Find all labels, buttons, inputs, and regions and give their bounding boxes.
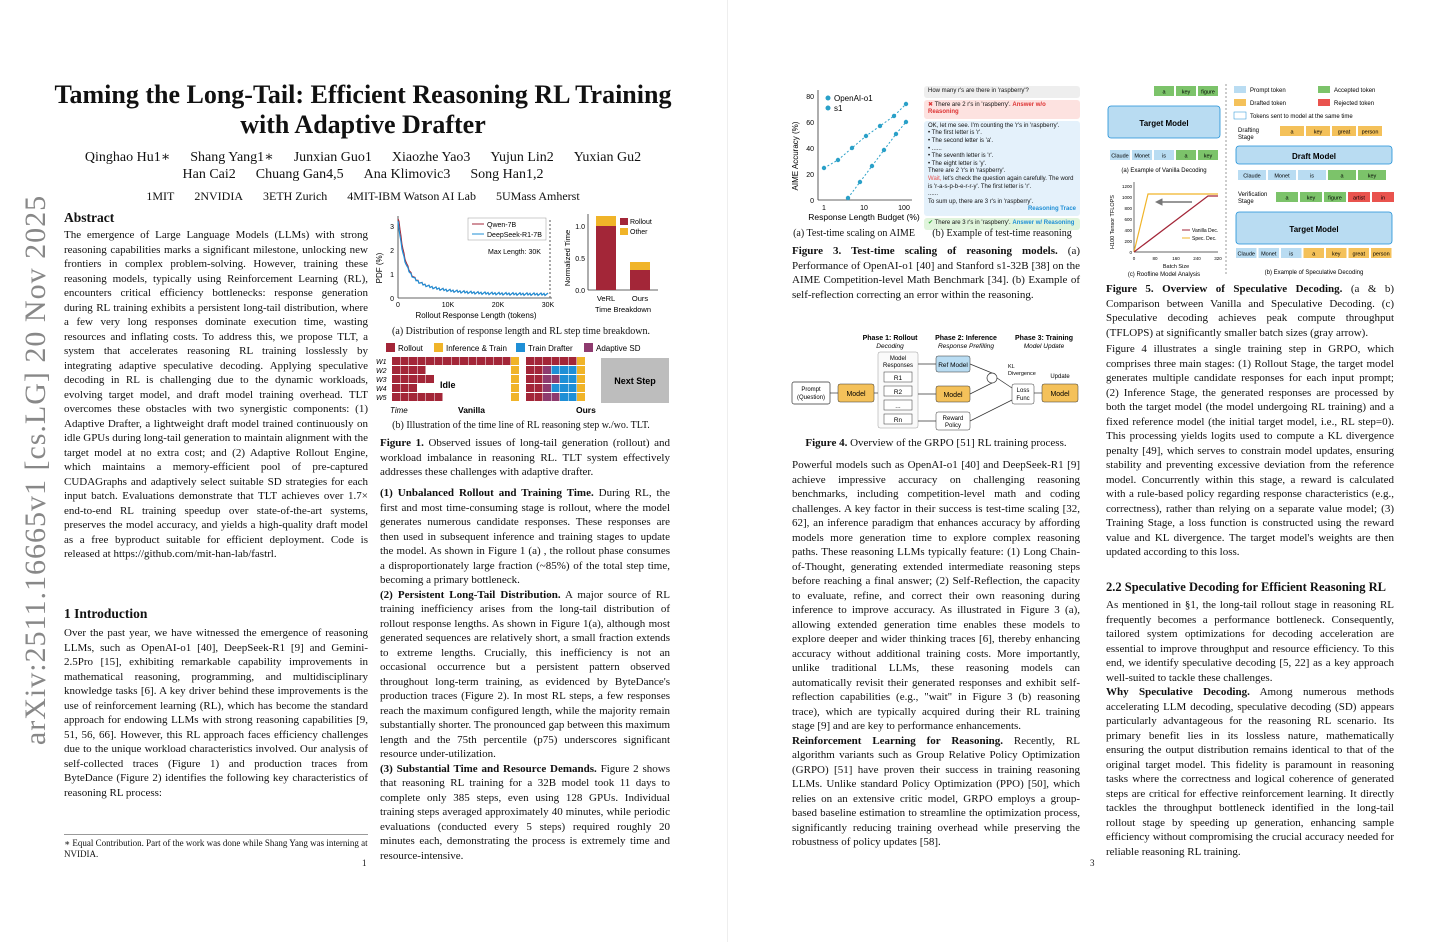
xtick: 100 xyxy=(898,205,910,212)
svg-text:great: great xyxy=(1352,251,1366,258)
svg-text:Accepted token: Accepted token xyxy=(1334,88,1376,94)
svg-text:Response Prefilling: Response Prefilling xyxy=(937,343,995,350)
svg-text:great: great xyxy=(1337,129,1351,136)
ytick: 40 xyxy=(806,146,814,153)
speculative-decoding-text xyxy=(1106,598,1394,859)
svg-text:a: a xyxy=(1340,173,1344,180)
openai-o1-point xyxy=(892,114,896,118)
worker-label: W4 xyxy=(376,386,387,393)
right-answer-bubble: ✔ There are 3 r's in 'raspberry'. Answer w/ Reasoning xyxy=(924,218,1080,230)
verification-stage-label: Verification xyxy=(1238,192,1268,198)
roof-ytick: 1200 xyxy=(1121,184,1132,189)
rollout-cell xyxy=(409,357,417,365)
roof-ytick: 200 xyxy=(1124,239,1132,244)
worker-label: W5 xyxy=(376,395,387,402)
rollout-cell xyxy=(569,357,577,365)
legend-adaptive-sd: Adaptive SD xyxy=(596,344,641,353)
grpo-description: Figure 4 illustrates a single training step in GRPO, which comprises three main stages: (1) Rollout Stage, the target model generates multiple candidate responses for each input prompt; (2) Inference Stage, the generated responses are processed by both the target model (the model undergoing RL training) and a fixed reference model (the initial target model, i.e., RL step=0). This processing yields logits used to compute a KL divergence penalty [49], which serves to constrain model updates, ensuring stability and preventing excessive deviation from the reference model. Concurrently within this stage, a reward is calculated with a rule-based policy regarding response characteristics (e.g., correctness), rather than relying on a separate value model; (3) Training Stage, a loss function is constructed using the reward value and KL divergence. The target model's weights are then updated according to this loss. xyxy=(1106,343,1394,558)
target-model-a: Target Model xyxy=(1139,119,1189,128)
rollout-cell xyxy=(469,357,477,365)
wrong-icon: ✖ xyxy=(928,101,935,108)
prompt-box: Prompt xyxy=(801,387,821,393)
svg-text:is: is xyxy=(1162,153,1166,160)
bar-cat-ours: Ours xyxy=(631,294,649,303)
rollout-cell xyxy=(409,384,417,392)
rollout-cell xyxy=(526,375,534,383)
fig1a-caption: (a) Distribution of response length and RL step time breakdown. xyxy=(392,326,650,337)
train-cell xyxy=(577,357,585,365)
affiliation-list xyxy=(40,189,686,204)
xtick: 10 xyxy=(860,205,868,212)
svg-text:Divergence: Divergence xyxy=(1008,371,1036,377)
max-length-annotation: Max Length: 30K xyxy=(488,249,541,256)
bar-legend-rollout: Rollout xyxy=(630,219,652,226)
bar-ytick: 1.0 xyxy=(575,224,585,231)
svg-text:key: key xyxy=(1181,89,1191,96)
svg-text:artist: artist xyxy=(1353,195,1365,202)
rollout-cell xyxy=(543,393,551,401)
svg-text:Decoding: Decoding xyxy=(876,343,904,350)
svg-text:key: key xyxy=(1203,153,1213,160)
train-cell xyxy=(577,375,585,383)
train-cell xyxy=(577,384,585,392)
author: Yuxian Gu2 xyxy=(573,150,642,165)
s1-point xyxy=(904,120,908,124)
check-icon: ✔ xyxy=(928,219,935,226)
svg-text:person: person xyxy=(1372,251,1390,258)
roof-ytick: 400 xyxy=(1124,228,1132,233)
reward-box: Reward xyxy=(942,416,964,422)
question-bubble: How many r's are there in 'raspberry'? xyxy=(924,86,1080,98)
figure-4 xyxy=(790,330,1082,432)
author: Shang Yang1∗ xyxy=(190,150,274,165)
ours-label: Ours xyxy=(576,405,596,415)
ytick: 0 xyxy=(810,198,814,205)
legend-deepseek: DeepSeek-R1-7B xyxy=(487,232,542,239)
svg-text:Claude: Claude xyxy=(1243,173,1261,180)
page-number-1: 1 xyxy=(362,858,367,868)
update-label: Update xyxy=(1050,374,1070,380)
rollout-cell xyxy=(543,366,551,374)
rollout-cell xyxy=(418,375,426,383)
svg-text:Responses: Responses xyxy=(882,363,914,369)
svg-text:R2: R2 xyxy=(893,389,903,396)
svg-text:Monet: Monet xyxy=(1261,251,1277,258)
fig4-caption: Figure 4. Overview of the GRPO [51] RL training process. xyxy=(805,437,1067,449)
rollout-cell xyxy=(392,375,400,383)
legend-s1: s1 xyxy=(834,104,843,113)
svg-text:key: key xyxy=(1367,173,1377,180)
rollout-cell xyxy=(543,384,551,392)
author: Ana Klimovic3 xyxy=(363,167,451,182)
figure-1b xyxy=(376,340,676,418)
next-step-label: Next Step xyxy=(614,376,656,386)
openai-o1-point xyxy=(878,124,882,128)
rollout-cell xyxy=(535,384,543,392)
trace-line: • The eight letter is 'y'. xyxy=(928,160,987,167)
section-2-2-heading: 2.2 Speculative Decoding for Efficient Reasoning RL xyxy=(1106,580,1386,594)
bar-ytick: 0.5 xyxy=(575,256,585,263)
svg-text:Monet: Monet xyxy=(1134,153,1150,160)
svg-text:a: a xyxy=(1290,129,1294,136)
train-cell xyxy=(577,393,585,401)
rollout-cell xyxy=(409,375,417,383)
fig3b-caption: (b) Example of test-time reasoning xyxy=(932,228,1072,239)
roof-xtick: 320 xyxy=(1214,256,1222,261)
paragraph: Why Speculative Decoding. Among numerous methods accelerating LLM decoding, speculative decoding (SD) appears particularly advantageous for the reasoning RL scenario. Its primary benefit lies in its lossless nature, mathematically ensuring the output distribution remains identical to that of the original target model. This fidelity is paramount in reasoning tasks where the correctness and logical coherence of generated steps are critical for effective reinforcement learning. It directly tackles the throughput bottleneck identified in the long-tail rollout stage by speeding up generation, enhancing sample efficiency without compromising the crucial accuracy needed for reliable reasoning RL training. xyxy=(1106,686,1394,858)
roof-xtick: 160 xyxy=(1172,256,1180,261)
s1-point xyxy=(882,148,886,152)
responses-label: Model xyxy=(889,356,907,362)
trace-line: • The second letter is 'a'. xyxy=(928,137,993,144)
bar-ours-rollout xyxy=(630,270,650,290)
paragraph: (3) Substantial Time and Resource Demands. Figure 2 shows that reasoning RL training for a 32B model took 11 days to complete only 385 steps, even using 128 GPUs. Individual training steps averaged approximately 40 minutes, while periodic evaluations (conducted every 5 steps) required roughly 20 minutes each, demonstrating the process is extremely time and resource-intensive. xyxy=(380,762,670,862)
model-box-3: Model xyxy=(1050,391,1070,398)
legend-qwen: Qwen-7B xyxy=(487,222,517,229)
train-cell xyxy=(577,366,585,374)
rollout-cell xyxy=(526,366,534,374)
rollout-cell xyxy=(494,357,502,365)
figure-1a xyxy=(376,210,666,320)
rollout-cell xyxy=(392,384,400,392)
drafter-cell xyxy=(569,375,577,383)
vanilla-dec-line xyxy=(1134,196,1218,252)
rollout-cell xyxy=(552,393,560,401)
author: Song Han1,2 xyxy=(470,167,544,182)
caption-c: (c) Roofline Model Analysis xyxy=(1127,272,1201,278)
roof-ytick: 800 xyxy=(1124,206,1132,211)
drafter-cell xyxy=(560,366,568,374)
bar-verl-rollout xyxy=(596,226,616,290)
vanilla-label: Vanilla xyxy=(458,405,485,415)
fig1-caption: Figure 1. Observed issues of long-tail generation (rollout) and workload imbalance in reasoning RL. TLT system effectively addresses these challenges with adaptive drafter. xyxy=(380,437,670,478)
svg-text:Stage: Stage xyxy=(1238,135,1254,141)
phase1-label: Phase 1: Rollout xyxy=(862,335,918,342)
background-text xyxy=(792,458,1080,850)
xtick: 20K xyxy=(491,302,505,309)
affiliation: 3ETH Zurich xyxy=(262,189,328,203)
trace-tag: Reasoning Trace xyxy=(1027,206,1076,213)
rollout-cell xyxy=(418,393,426,401)
fig1a-xlabel: Rollout Response Length (tokens) xyxy=(415,311,537,320)
rollout-cell xyxy=(526,357,534,365)
drafter-cell xyxy=(569,384,577,392)
legend-infer-train: Inference & Train xyxy=(446,344,507,353)
ytick: 20 xyxy=(806,172,814,179)
bar-ylabel: Normalized Time xyxy=(563,229,572,287)
author: Qinghao Hu1∗ xyxy=(84,150,171,165)
affiliation: 4MIT-IBM Watson AI Lab xyxy=(347,189,476,203)
rollout-cell xyxy=(443,357,451,365)
drafter-cell xyxy=(569,393,577,401)
trace-line: • ...... xyxy=(928,145,942,152)
paragraph: As mentioned in §1, the long-tail rollout stage in reasoning RL frequently becomes a performance bottleneck. Consequently, tailored system optimizations for decoding acceleration are essential to improve throughput and resource efficiency. To this end, we identify speculative decoding [5, 22] as a key approach well-suited to tackle these challenges. xyxy=(1106,599,1394,684)
svg-text:R1: R1 xyxy=(893,375,903,382)
trace-line: • The seventh letter is 'r'. xyxy=(928,153,994,160)
svg-text:Rejected token: Rejected token xyxy=(1334,101,1375,107)
drafter-cell xyxy=(552,384,560,392)
bar-ytick: 0.0 xyxy=(575,288,585,295)
author: Chuang Gan4,5 xyxy=(255,167,344,182)
legend-rollout: Rollout xyxy=(398,344,423,353)
roof-xtick: 80 xyxy=(1152,256,1158,261)
rollout-cell xyxy=(552,357,560,365)
rollout-cell xyxy=(435,357,443,365)
svg-text:Vanilla Dec.: Vanilla Dec. xyxy=(1192,228,1219,234)
figure-3b xyxy=(924,86,1080,224)
rollout-cell xyxy=(392,393,400,401)
rollout-cell xyxy=(426,357,434,365)
svg-text:a: a xyxy=(1162,89,1166,96)
rollout-cell xyxy=(552,375,560,383)
phase3-label: Phase 3: Training xyxy=(1015,335,1073,342)
openai-o1-point xyxy=(904,102,908,106)
kl-label: KL xyxy=(1008,364,1015,370)
rollout-cell xyxy=(426,375,434,383)
trace-line: There are 2 'r's in 'raspberry'. xyxy=(928,168,1006,175)
s1-point xyxy=(858,180,862,184)
svg-text:a: a xyxy=(1184,153,1188,160)
roof-xtick: 240 xyxy=(1193,256,1201,261)
svg-text:person: person xyxy=(1361,129,1379,136)
figure-5 xyxy=(1104,82,1398,278)
bar-legend-other: Other xyxy=(630,229,648,236)
rollout-cell xyxy=(560,357,568,365)
paragraph: Powerful models such as OpenAI-o1 [40] and DeepSeek-R1 [9] achieve impressive accuracy on challenging reasoning benchmarks, including competition-level math and coding challenges. A key factor in their success is test-time scaling [32, 62], an inference paradigm that enhances accuracy by affording models more generation time to explore complex reasoning paths. These reasoning LLMs typically feature: (1) Long Chain-of-Thought, generating extended intermediate reasoning steps before reaching a final answer; (2) Self-Reflection, the capacity to evaluate, refine, and correct their own reasoning during inference to improve accuracy. As illustrated in Figure 3 (a), allowing extended generation time enables these models to explore deeper and wider thinking traces [6], thereby enhancing accuracy without additional training costs. More importantly, unlike traditional LLMs, these reasoning models can automatically revisit their generated responses and exhibit self-reflection capabilities (e.g., "wait" in Figure 3 (b) reasoning trace), which are typically acquired during their RL training stage [9] and are key to performance enhancements. xyxy=(792,459,1080,732)
caption-a: (a) Example of Vanilla Decoding xyxy=(1121,168,1207,174)
phase2-label: Phase 2: Inference xyxy=(935,335,997,342)
roof-ytick: 1000 xyxy=(1121,195,1132,200)
fig3a-caption: (a) Test-time scaling on AIME xyxy=(793,228,915,239)
draft-model: Draft Model xyxy=(1292,152,1336,161)
drafter-cell xyxy=(560,375,568,383)
s1-point xyxy=(870,164,874,168)
s1-point xyxy=(846,196,850,200)
affiliation: 5UMass Amherst xyxy=(496,189,580,203)
svg-text:Tokens sent to model at the sa: Tokens sent to model at the same time xyxy=(1250,114,1353,120)
ref-model-box: Ref Model xyxy=(938,362,968,369)
roof-xlabel: Batch Size xyxy=(1162,264,1190,270)
idle-label: Idle xyxy=(440,380,456,390)
introduction-heading: 1 Introduction xyxy=(64,606,148,621)
train-cell xyxy=(511,375,519,383)
rollout-cell xyxy=(392,357,400,365)
svg-text:figure: figure xyxy=(1328,195,1342,202)
train-cell xyxy=(511,384,519,392)
fig1b-caption: (b) Illustration of the time line of RL reasoning step w./wo. TLT. xyxy=(392,420,650,431)
wrong-answer-bubble: ✖ There are 2 r's in 'raspberry'. Answer w/o Reasoning xyxy=(924,100,1080,119)
trace-line: To sum up, there are 3 r's in 'raspberry'. xyxy=(928,198,1034,205)
roof-xtick: 0 xyxy=(1132,256,1136,261)
rollout-cell xyxy=(418,366,426,374)
rollout-cell xyxy=(452,357,460,365)
train-cell xyxy=(511,357,519,365)
page-number-3: 3 xyxy=(1090,858,1095,868)
rollout-cell xyxy=(543,357,551,365)
author: Han Cai2 xyxy=(182,167,236,182)
author: Yujun Lin2 xyxy=(490,150,554,165)
train-cell xyxy=(511,366,519,374)
xtick: 30K xyxy=(541,302,555,309)
reasoning-trace xyxy=(924,121,1080,216)
openai-o1-point xyxy=(850,146,854,150)
rollout-cell xyxy=(477,357,485,365)
paragraph: Reinforcement Learning for Reasoning. Recently, RL algorithm variants such as Group Relative Policy Optimization (GRPO) [51] have proven their success in training reasoning LLMs. Unlike standard Policy Optimization (PPO) [50], which relies on an extensive critic model, GRPO employs a group-based baseline estimation to streamline the optimization process, significantly reducing training overhead while preserving the robustness of policy updates [58]. xyxy=(792,734,1080,848)
bar-cat-verl: VeRL xyxy=(596,294,616,303)
fig3a-ylabel: AIME Accuracy (%) xyxy=(791,121,800,191)
author: Junxian Guo1 xyxy=(293,150,372,165)
ytick: 3 xyxy=(390,224,394,231)
worker-label: W3 xyxy=(376,377,387,384)
svg-text:Claude: Claude xyxy=(1237,251,1255,258)
svg-text:Func: Func xyxy=(1016,396,1030,402)
openai-o1-point xyxy=(864,134,868,138)
figure-3a xyxy=(788,86,918,224)
svg-text:Claude: Claude xyxy=(1111,153,1129,160)
svg-text:Stage: Stage xyxy=(1238,199,1254,205)
drafter-cell xyxy=(560,384,568,392)
affiliation: 2NVIDIA xyxy=(194,189,243,203)
xtick: 10K xyxy=(441,302,455,309)
rollout-cell xyxy=(418,357,426,365)
bar-verl-other xyxy=(596,216,616,226)
rollout-cell xyxy=(535,393,543,401)
svg-text:Prompt token: Prompt token xyxy=(1250,88,1286,94)
model-box-1: Model xyxy=(846,391,866,398)
ytick: 80 xyxy=(806,94,814,101)
svg-text:Policy: Policy xyxy=(944,423,962,429)
paragraph: (1) Unbalanced Rollout and Training Time. During RL, the first and most time-consuming stage is rollout, where the model generates numerous candidate responses. These responses are then used in subsequent inference and training stages to update the model. As shown in Figure 1 (a) , the rollout phase consumes a disproportionately large fraction (~85%) of the total step time, becoming a primary bottleneck. xyxy=(380,487,670,586)
rollout-cell xyxy=(401,366,409,374)
svg-text:figure: figure xyxy=(1201,89,1215,96)
svg-text:Drafted token: Drafted token xyxy=(1250,101,1287,107)
rollout-cell xyxy=(526,384,534,392)
svg-text:is: is xyxy=(1289,251,1294,258)
openai-o1-point xyxy=(836,158,840,162)
rollout-cell xyxy=(401,375,409,383)
ytick: 1 xyxy=(390,272,394,279)
trace-line: • The first letter is 'r'. xyxy=(928,130,982,137)
svg-text:in: in xyxy=(1380,195,1386,202)
rollout-cell xyxy=(401,393,409,401)
rollout-cell xyxy=(543,375,551,383)
rollout-cell xyxy=(409,366,417,374)
svg-text:key: key xyxy=(1331,251,1341,258)
openai-o1-point xyxy=(822,166,826,170)
abstract-text: The emergence of Large Language Models (LLMs) with strong reasoning capabilities marks a significant milestone, unlocking new frontiers in complex problem-solving. However, training these reasoning models, typically using Reinforcement Learning (RL), encounters critical efficiency bottlenecks: response generation during RL training exhibits a persistent long-tail distribution, where a few very long responses dominate execution time, wasting resources and inflating costs. To address this, we propose TLT, a system that accelerates reasoning RL training losslessly by integrating adaptive speculative decoding. Applying speculative decoding in RL is challenging due to the dynamic workloads, evolving target model, and draft model training overhead. TLT overcomes these obstacles with two synergistic components: (1) Adaptive Drafter, a lightweight draft model trained continuously on idle GPUs during long-tail generation to maintain alignment with the target model at no extra cost; and (2) Adaptive Rollout Engine, which maintains a memory-efficient pool of pre-captured CUDAGraphs and adaptively select suitable SD strategies for each input batch. Evaluations demonstrate that TLT achieves over 1.7× end-to-end RL training speedup over state-of-the-art systems, preserves the model accuracy, and yields a high-quality draft model as a free byproduct suitable for efficient deployment. Code is released at https://github.com/mit-han-lab/fastrl. xyxy=(64,229,368,560)
paragraph: (2) Persistent Long-Tail Distribution. A major source of RL training inefficiency arises from the long-tail distribution of rollout response lengths. As shown in Figure 1(a), although most generated sequences are relatively short, a small fraction extends to extreme lengths. Crucially, this inefficiency is not an occasional occurrence but a persistent pattern observed throughout long-term training, as evidenced by ByteDance's production traces (Figure 2). In most RL steps, a few responses reach the maximum configured length, while the majority remain substantially shorter. The pronounced gap between this maximum length and the 75th percentile (p75) underscores significant resource under-utilization. xyxy=(380,588,670,760)
drafter-cell xyxy=(569,366,577,374)
rollout-cell xyxy=(426,393,434,401)
rollout-cell xyxy=(535,366,543,374)
svg-text:a: a xyxy=(1285,195,1289,202)
paper-title: Taming the Long-Tail: Efficient Reasoning RL Training with Adaptive Drafter xyxy=(54,80,672,139)
worker-label: W1 xyxy=(376,359,387,366)
trace-line: ...... xyxy=(928,191,939,198)
drafting-stage-label: Drafting xyxy=(1238,128,1260,134)
introduction-text: Over the past year, we have witnessed the emergence of reasoning LLMs, such as OpenAI-o1 [40], DeepSeek-R1 [9] and Gemini-2.5Pro [15], exhibiting remarkable capability improvements in mathematical reasoning, programming, and multidisciplinary knowledge tasks [6]. A key driver behind these improvements is the use of reinforcement learning (RL), which has become the standard approach for endowing LLMs with strong reasoning capabilities [9, 51, 56, 66]. However, this RL approach faces efficiency challenges due to the unique workload characteristics involved. Our analysis of self-collected traces (Figure 1) and production traces from ByteDance (Figure 2) identifies the following key characteristics of reasoning RL process: xyxy=(64,627,368,799)
rollout-cell xyxy=(526,393,534,401)
rollout-cell xyxy=(486,357,494,365)
svg-text:Spec. Dec.: Spec. Dec. xyxy=(1192,236,1217,242)
svg-text:Rn: Rn xyxy=(893,417,903,424)
loss-box: Loss xyxy=(1016,388,1030,394)
xtick: 0 xyxy=(396,302,400,309)
fig3a-xlabel: Response Length Budget (%) xyxy=(808,212,920,222)
drafter-cell xyxy=(552,366,560,374)
footnote: ∗ Equal Contribution. Part of the work was done while Shang Yang was interning at NVIDIA. xyxy=(64,834,368,860)
arxiv-stamp: arXiv:2511.16665v1 [cs.LG] 20 Nov 2025 xyxy=(19,194,52,746)
challenges-text xyxy=(380,486,670,863)
abstract-heading: Abstract xyxy=(64,210,115,225)
author: Xiaozhe Yao3 xyxy=(391,150,471,165)
roof-ylabel: H100 Tensor TFLOPS xyxy=(1110,195,1116,249)
roof-ytick: 600 xyxy=(1124,217,1132,222)
model-box-2: Model xyxy=(943,392,963,399)
rollout-cell xyxy=(535,357,543,365)
rollout-cell xyxy=(401,357,409,365)
fig3-caption: Figure 3. Test-time scaling of reasoning models. (a) Performance of OpenAI-o1 [40] and Stanford s1-32B [38] on the AIME Competition-level Math Benchmark [34]. (b) Example of self-reflection correcting an error within the reasoning. xyxy=(792,245,1080,301)
rollout-cell xyxy=(401,384,409,392)
author-list xyxy=(40,149,686,183)
rollout-cell xyxy=(535,375,543,383)
trace-line: OK, let me see. I'm counting the 'r's in 'raspberry'. xyxy=(928,122,1060,129)
s1-point xyxy=(894,132,898,136)
bar-xlabel: Time Breakdown xyxy=(595,305,651,314)
ytick: 0 xyxy=(390,296,394,303)
target-model-b: Target Model xyxy=(1289,225,1339,234)
drafter-cell xyxy=(560,393,568,401)
xtick: 1 xyxy=(822,205,826,212)
bar-ours-other xyxy=(630,262,650,270)
roof-ytick: 0 xyxy=(1129,250,1132,255)
svg-text:Model Update: Model Update xyxy=(1023,343,1065,350)
ytick: 60 xyxy=(806,120,814,127)
caption-b: (b) Example of Speculative Decoding xyxy=(1264,270,1364,276)
legend-train-drafter: Train Drafter xyxy=(528,344,573,353)
worker-label: W2 xyxy=(376,368,387,375)
svg-text:a: a xyxy=(1312,251,1316,258)
svg-text:(Question): (Question) xyxy=(796,395,826,401)
rollout-cell xyxy=(460,357,468,365)
svg-text:key: key xyxy=(1306,195,1316,202)
rollout-cell xyxy=(409,393,417,401)
rollout-cell xyxy=(392,366,400,374)
rollout-cell xyxy=(503,357,511,365)
svg-text:...: ... xyxy=(895,403,901,410)
ytick: 2 xyxy=(390,248,394,255)
affiliation: 1MIT xyxy=(146,189,175,203)
fig1a-ylabel: PDF (%) xyxy=(375,252,384,284)
time-label: Time xyxy=(390,406,408,415)
legend-openai-o1: OpenAI-o1 xyxy=(834,94,873,103)
svg-text:Monet: Monet xyxy=(1274,173,1290,180)
fig5-caption: Figure 5. Overview of Speculative Decoding. (a & b) Comparison between Vanilla and Speculative Decoding. (c) Speculative decoding achieves peak compute throughput (TFLOPS) at significantly smaller batch sizes (gray arrow). xyxy=(1106,283,1394,339)
rollout-cell xyxy=(435,393,443,401)
svg-text:key: key xyxy=(1313,129,1323,136)
trace-line: Wait, let's check the question again carefully. The word is 'r-a-s-p-b-e-r-r-y'. The first letter is 'r'. xyxy=(928,175,1074,190)
train-cell xyxy=(511,393,519,401)
svg-text:is: is xyxy=(1310,173,1314,180)
